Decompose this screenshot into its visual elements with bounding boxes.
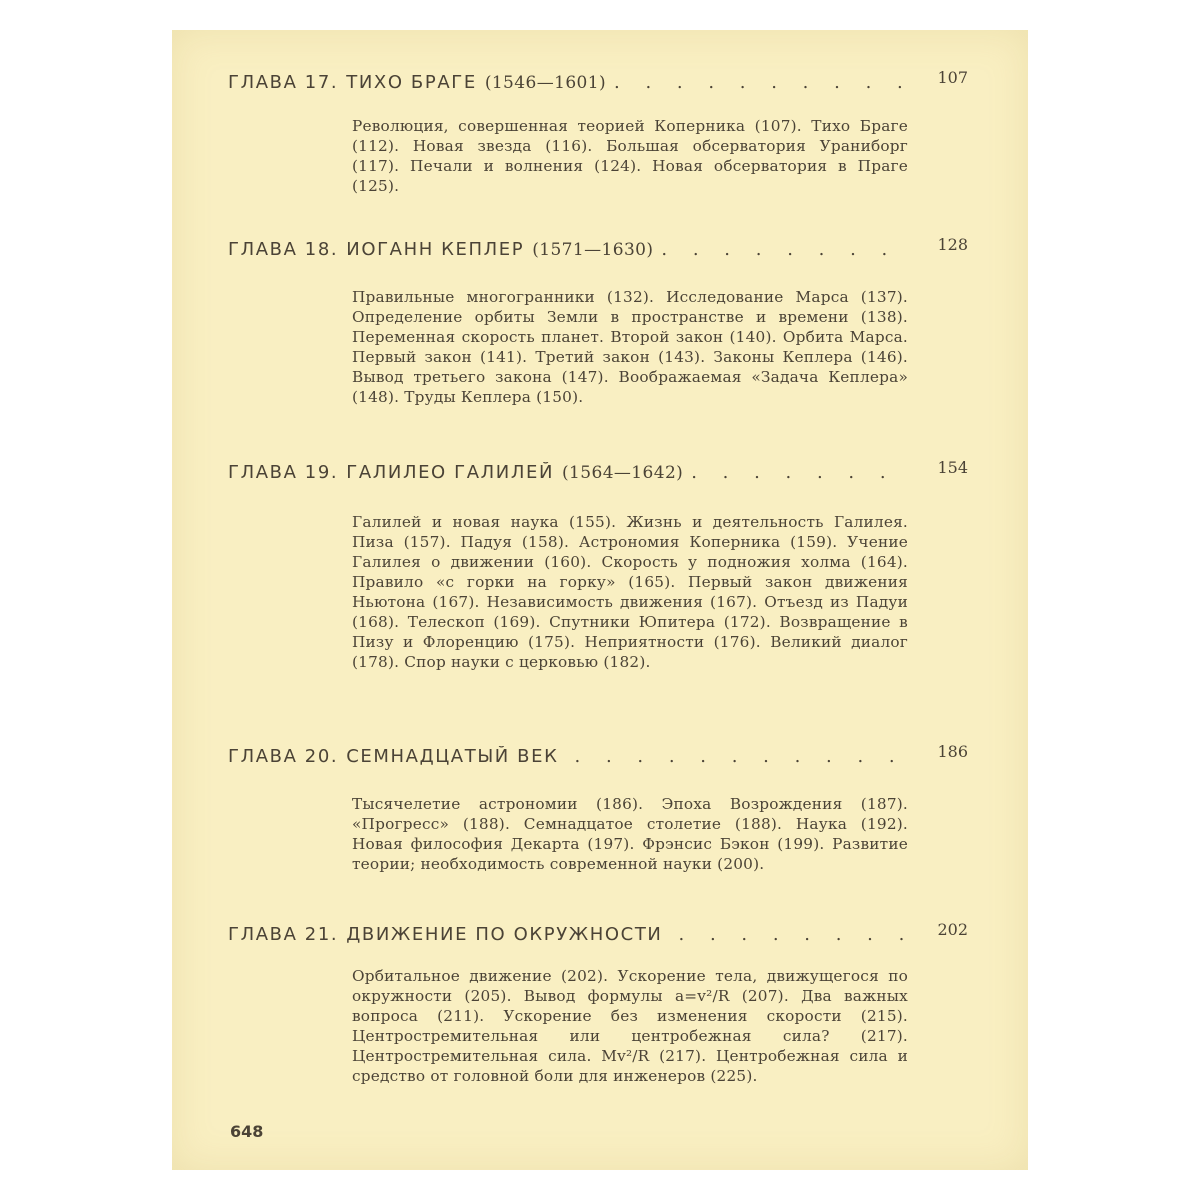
chapter-years: (1571—1630) xyxy=(532,240,654,260)
chapter-18 xyxy=(228,235,968,407)
dot-leader xyxy=(679,924,913,945)
book-page xyxy=(172,30,1028,1170)
chapter-description: Галилей и новая наука (155). Жизнь и деятельность Галилея. Пиза (157). Падуя (158). Астрономия Коперника (159). Учение Галилея о движении (160). Скорость у подножия холма (164). Правило «с горки на горку» (165). Первый закон движения Ньютона (167). Независимость движения (167). Отъезд из Падуи (168). Телескоп (169). Спутники Юпитера (172). Возвращение в Пизу и Флоренцию (175). Неприятности (176). Великий диалог (178). Спор науки с церковью (182). xyxy=(352,513,908,671)
dot-leader xyxy=(661,239,912,260)
chapter-19 xyxy=(228,458,968,672)
chapter-description: Орбитальное движение (202). Ускорение тела, движущегося по окружности (205). Вывод формулы a=v²/R (207). Два важных вопроса (211). Ускорение без изменения скорости (215). Центростремительная или центробежная сила? (217). Центростремительная сила. Mv²/R (217). Центробежная сила и средство от головной боли для инженеров (225). xyxy=(352,967,908,1085)
chapter-title: ИОГАНН КЕПЛЕР xyxy=(346,239,525,260)
chapter-title: ДВИЖЕНИЕ ПО ОКРУЖНОСТИ xyxy=(346,924,663,945)
chapter-label: ГЛАВА 21. xyxy=(228,924,339,945)
chapter-label: ГЛАВА 19. xyxy=(228,462,339,483)
chapter-page-number: 128 xyxy=(937,235,968,254)
chapter-label: ГЛАВА 18. xyxy=(228,239,339,260)
chapter-description: Тысячелетие астрономии (186). Эпоха Возрождения (187). «Прогресс» (188). Семнадцатое столетие (188). Наука (192). Новая философия Декарта (197). Фрэнсис Бэкон (199). Развитие теории; необходимость современной науки (200). xyxy=(352,795,908,873)
chapter-description: Революция, совершенная теорией Коперника (107). Тихо Браге (112). Новая звезда (116). Большая обсерватория Ураниборг (117). Печали и волнения (124). Новая обсерватория в Праге (125). xyxy=(352,117,908,195)
chapter-heading xyxy=(228,742,968,774)
chapter-years: (1546—1601) xyxy=(484,73,607,93)
chapter-label: ГЛАВА 20. xyxy=(228,746,339,767)
page-number: 648 xyxy=(230,1122,264,1141)
chapter-17 xyxy=(228,68,968,196)
chapter-title: СЕМНАДЦАТЫЙ ВЕК xyxy=(346,746,559,767)
dot-leader xyxy=(691,462,912,483)
chapter-page-number: 202 xyxy=(937,920,968,939)
chapter-page-number: 186 xyxy=(937,742,968,761)
chapter-20 xyxy=(228,742,968,874)
chapter-21 xyxy=(228,920,968,1086)
chapter-page-number: 154 xyxy=(937,458,968,477)
chapter-title: ГАЛИЛЕО ГАЛИЛЕЙ xyxy=(346,462,555,483)
chapter-description: Правильные многогранники (132). Исследование Марса (137). Определение орбиты Земли в пространстве и времени (138). Переменная скорость планет. Второй закон (140). Орбита Марса. Первый закон (141). Третий закон (143). Законы Кеплера (146). Вывод третьего закона (147). Воображаемая «Задача Кеплера» (148). Труды Кеплера (150). xyxy=(352,288,908,406)
chapter-heading xyxy=(228,920,968,952)
chapter-title: ТИХО БРАГЕ xyxy=(346,72,477,93)
chapter-years: (1564—1642) xyxy=(562,463,684,483)
dot-leader xyxy=(575,746,913,767)
chapter-heading xyxy=(228,68,968,100)
chapter-label: ГЛАВА 17. xyxy=(228,72,339,93)
chapter-heading xyxy=(228,235,968,267)
chapter-page-number: 107 xyxy=(937,68,968,87)
chapter-heading xyxy=(228,458,968,490)
dot-leader xyxy=(614,72,912,93)
